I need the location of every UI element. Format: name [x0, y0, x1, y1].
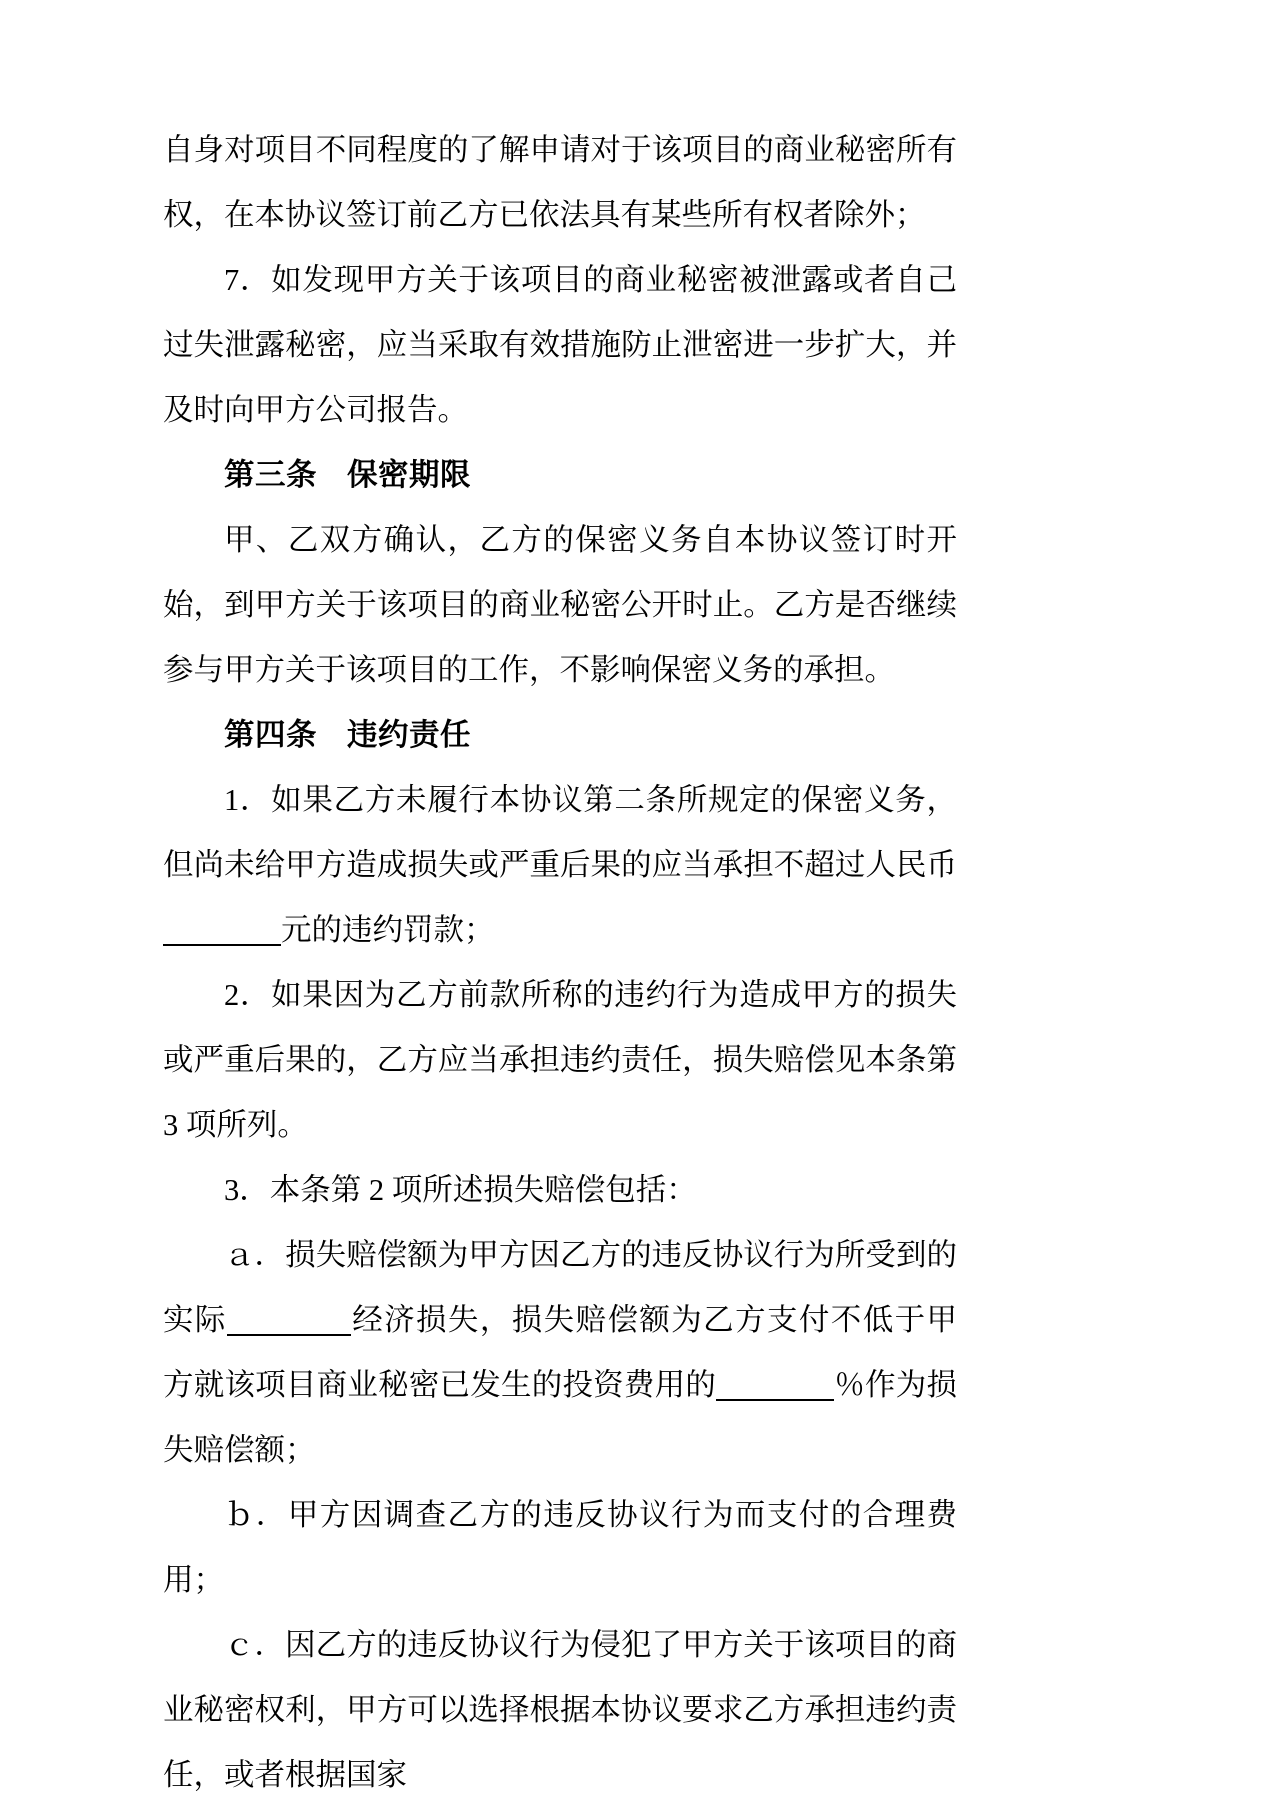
fill-blank-penalty-amount[interactable] — [163, 914, 281, 946]
item-1-text-before: 1．如果乙方未履行本协议第二条所规定的保密义务，但尚未给甲方造成损失或严重后果的应当承担不超过人民币 — [163, 783, 957, 882]
paragraph-item-2: 2．如果因为乙方前款所称的违约行为造成甲方的损失或严重后果的，乙方应当承担违约责任，损失赔偿见本条第 3 项所列。 — [163, 978, 957, 1142]
paragraph-item-3c: ｃ．因乙方的违反协议行为侵犯了甲方关于该项目的商业秘密权利，甲方可以选择根据本协议要求乙方承担违约责任，或者根据国家 — [163, 1628, 957, 1792]
paragraph-continued: 自身对项目不同程度的了解申请对于该项目的商业秘密所有权，在本协议签订前乙方已依法具有某些所有权者除外； — [163, 133, 957, 232]
item-1-text-after: 元的违约罚款； — [281, 913, 495, 947]
item-3a-text-3: ％作为损失赔偿额； — [163, 1368, 958, 1467]
paragraph-item-3: 3．本条第 2 项所述损失赔偿包括： — [224, 1173, 697, 1207]
fill-blank-actual-loss[interactable] — [227, 1304, 351, 1336]
heading-article-3 — [163, 443, 957, 508]
paragraph-item-1 — [163, 768, 957, 963]
paragraph-article-3-body: 甲、乙双方确认，乙方的保密义务自本协议签订时开始，到甲方关于该项目的商业秘密公开时止。乙方是否继续参与甲方关于该项目的工作，不影响保密义务的承担。 — [163, 523, 957, 687]
paragraph-item-7: 7．如发现甲方关于该项目的商业秘密被泄露或者自己过失泄露秘密，应当采取有效措施防止泄密进一步扩大，并及时向甲方公司报告。 — [163, 263, 957, 427]
paragraph-item-3a — [163, 1223, 957, 1483]
heading-article-3-number: 第三条 — [224, 458, 317, 492]
heading-article-4-title: 违约责任 — [347, 718, 471, 752]
item-3a-text-2: 经济损失，损失赔偿额为乙方支付不低于甲方就该项目商业秘密已发生的投资费用的 — [163, 1303, 958, 1402]
heading-article-4 — [163, 703, 957, 768]
paragraph-item-3b: ｂ．甲方因调查乙方的违反协议行为而支付的合理费用； — [163, 1498, 957, 1597]
heading-article-3-title: 保密期限 — [347, 458, 471, 492]
heading-article-4-number: 第四条 — [224, 718, 317, 752]
document-text-column — [163, 118, 957, 1808]
item-3a-text-1: ａ．损失赔偿额为甲方因乙方的违反协议行为所受到的实际 — [163, 1238, 957, 1337]
fill-blank-percentage[interactable] — [716, 1369, 834, 1401]
